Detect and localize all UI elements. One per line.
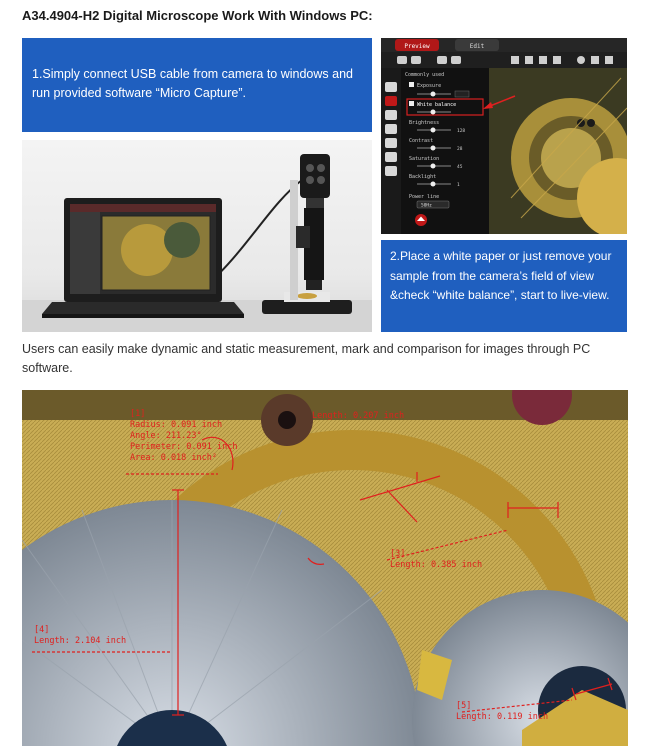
measure-1-angle: Angle: 211.23° bbox=[130, 431, 202, 441]
exposure-checkbox[interactable] bbox=[409, 82, 414, 87]
contrast-slider[interactable] bbox=[431, 146, 436, 151]
backlight-value[interactable]: 1 bbox=[457, 183, 460, 188]
exposure-label: Exposure bbox=[417, 83, 442, 89]
contrast-value[interactable]: 28 bbox=[457, 147, 463, 152]
measure-1-radius: Radius: 0.091 inch bbox=[130, 420, 223, 430]
measure-4-length: Length: 2.104 inch bbox=[34, 636, 127, 646]
measure-2-length: Length: 0.207 inch bbox=[312, 411, 405, 421]
software-window bbox=[381, 38, 627, 234]
exposure-slider[interactable] bbox=[431, 92, 436, 97]
backlight-slider[interactable] bbox=[431, 182, 436, 187]
page-title: A34.4904-H2 Digital Microscope Work With Windows PC: bbox=[22, 8, 373, 23]
laptop-microscope-photo bbox=[22, 140, 372, 332]
tab-preview[interactable]: Preview bbox=[404, 43, 430, 50]
description-text: Users can easily make dynamic and static measurement, mark and comparison for images through PC software. bbox=[22, 342, 591, 375]
step1-callout: 1.Simply connect USB cable from camera to windows and run provided software “Micro Capture”. bbox=[22, 38, 372, 132]
gear-measurement-illustration bbox=[22, 390, 628, 746]
power-line-value: 50Hz bbox=[421, 203, 432, 209]
measure-1-area: Area: 0.018 inch² bbox=[130, 453, 217, 463]
measure-5-length: Length: 0.119 inch bbox=[456, 712, 549, 722]
backlight-label: Backlight bbox=[409, 174, 437, 180]
brightness-value[interactable]: 128 bbox=[457, 129, 466, 134]
white-balance-checkbox[interactable] bbox=[409, 101, 414, 106]
saturation-value[interactable]: 45 bbox=[457, 165, 463, 170]
brightness-label: Brightness bbox=[409, 120, 440, 126]
white-balance-label: White balance bbox=[417, 102, 457, 108]
laptop-microscope-illustration bbox=[22, 140, 372, 332]
measure-4-id: [4] bbox=[34, 625, 50, 635]
panel-title: Commonly used bbox=[405, 72, 445, 78]
contrast-label: Contrast bbox=[409, 138, 434, 144]
saturation-slider[interactable] bbox=[431, 164, 436, 169]
gear-measurement-photo bbox=[22, 390, 628, 746]
measure-1-id: [1] bbox=[130, 409, 146, 419]
measure-3-length: Length: 0.385 inch bbox=[390, 560, 483, 570]
measure-5-id: [5] bbox=[456, 701, 472, 711]
side-tool-icons[interactable] bbox=[385, 82, 397, 176]
measure-1-perimeter: Perimeter: 0.091 inch bbox=[130, 442, 238, 452]
step2-callout: 2.Place a white paper or just remove your sample from the camera’s field of view &check “white balance”, start to live-view. bbox=[381, 240, 627, 332]
brightness-slider[interactable] bbox=[431, 128, 436, 133]
saturation-label: Saturation bbox=[409, 156, 440, 162]
software-screenshot bbox=[381, 38, 627, 234]
tab-edit[interactable]: Edit bbox=[469, 43, 485, 50]
measure-3-id: [3] bbox=[390, 549, 406, 559]
power-line-label: Power line bbox=[409, 194, 440, 200]
